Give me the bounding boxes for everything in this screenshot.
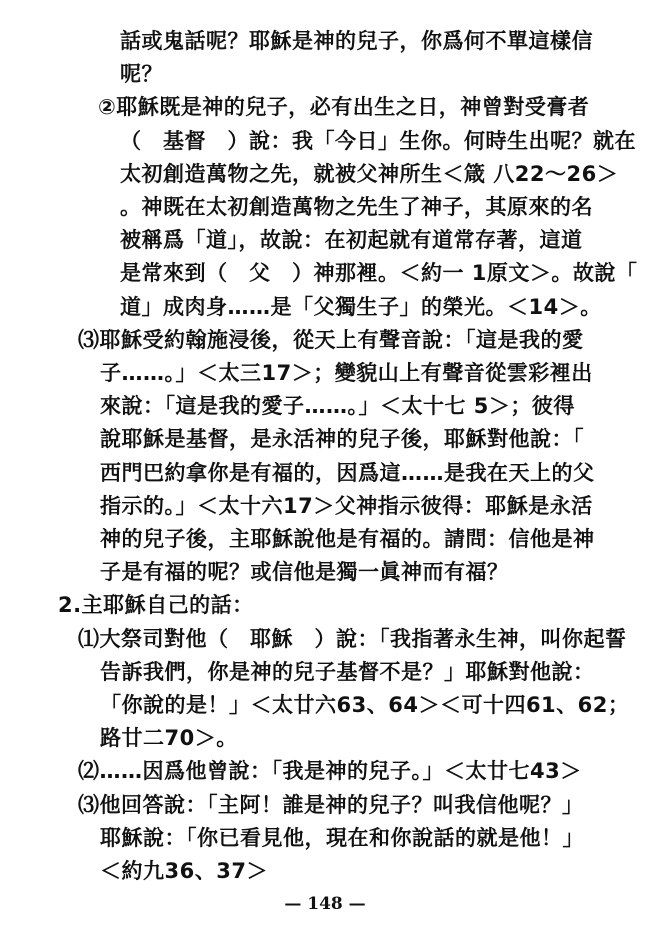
text-line: 太初創造萬物之先，就被父神所生＜箴 八22～26＞ bbox=[120, 161, 619, 186]
text-line: 西門巴約拿你是有福的，因爲這……是我在天上的父 bbox=[100, 460, 595, 485]
text-line: 說耶穌是基督，是永活神的兒子後，耶穌對他說：「 bbox=[100, 427, 584, 452]
text-line: 「你說的是！」＜太廿六63、64＞＜可十四61、62； bbox=[100, 693, 630, 717]
text-line: ⑶耶穌受約翰施浸後，從天上有聲音說：「這是我的愛 bbox=[78, 327, 584, 352]
text-line: ⑴大祭司對他（ 耶穌 ）說：「我指著永生神，叫你起誓 bbox=[78, 626, 627, 651]
text-line: 話或鬼話呢？耶穌是神的兒子，你爲何不單這樣信 bbox=[120, 29, 593, 53]
text-line: 道」成肉身……是「父獨生子」的榮光。＜14＞。 bbox=[120, 294, 602, 319]
text-line: 子……。」＜太三17＞；變貌山上有聲音從雲彩裡出 bbox=[100, 361, 593, 385]
text-line: 告訴我們，你是神的兒子基督不是？」耶穌對他說： bbox=[100, 659, 595, 684]
text-line: （ 基督 ）說：我「今日」生你。何時生出呢？就在 bbox=[120, 128, 636, 153]
page-number: — 148 — bbox=[284, 894, 366, 914]
text-line: 指示的。」＜太十六17＞父神指示彼得：耶穌是永活 bbox=[100, 493, 593, 518]
text-line: 是常來到（ 父 ）神那裡。＜約一 1原文＞。故說「 bbox=[120, 261, 638, 286]
text-line: 路廿二70＞。 bbox=[100, 726, 238, 751]
text-line: 子是有福的呢？或信他是獨一眞神而有福？ bbox=[100, 560, 509, 585]
text-line: ⑵……因爲他曾說：「我是神的兒子。」＜太廿七43＞ bbox=[78, 759, 582, 784]
text-line: 耶穌說：「你已看見他，現在和你說話的就是他！」 bbox=[100, 825, 584, 850]
text-line: 來說：「這是我的愛子……。」＜太十七 5＞；彼得 bbox=[100, 394, 575, 419]
text-line: ＜約九36、37＞ bbox=[100, 859, 268, 883]
text-line: ②耶穌既是神的兒子，必有出生之日，神曾對受膏者 bbox=[98, 95, 590, 120]
text-line: 被稱爲「道」，故說：在初起就有道常存著，這道 bbox=[120, 228, 583, 253]
section-heading: 2.主耶穌自己的話： bbox=[58, 593, 254, 618]
text-line: 呢？ bbox=[120, 62, 163, 87]
text-line: ⑶他回答說：「主阿！誰是神的兒子？叫我信他呢？」 bbox=[78, 792, 584, 817]
text-line: 。神既在太初創造萬物之先生了神子，其原來的名 bbox=[120, 195, 593, 219]
text-line: 神的兒子後，主耶穌說他是有福的。請問：信他是神 bbox=[100, 527, 595, 551]
